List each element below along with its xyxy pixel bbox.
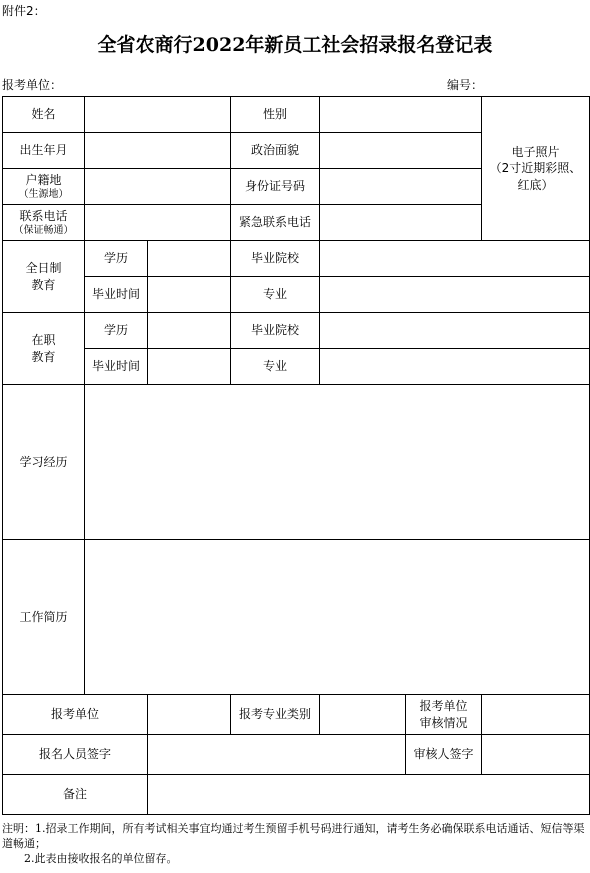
phone-field[interactable] xyxy=(85,205,231,241)
phone-main: 联系电话 xyxy=(19,208,68,223)
inservice-major-field[interactable] xyxy=(320,349,590,385)
serial-number-label: 编号： xyxy=(447,78,484,92)
political-field[interactable] xyxy=(320,133,482,169)
photo-line-3: 红底） xyxy=(517,177,554,192)
unit-review-field[interactable] xyxy=(482,695,590,735)
apply-category-field[interactable] xyxy=(320,695,406,735)
fulltime-gradtime-label: 毕业时间 xyxy=(85,277,148,313)
fulltime-school-label: 毕业院校 xyxy=(231,241,320,277)
inservice-gradtime-label: 毕业时间 xyxy=(85,349,148,385)
unit-review-label xyxy=(406,695,482,735)
gender-label: 性别 xyxy=(231,97,320,133)
id-card-label: 身份证号码 xyxy=(231,169,320,205)
fulltime-school-field[interactable] xyxy=(320,241,590,277)
applicant-signature-label: 报名人员签字 xyxy=(3,735,148,775)
hukou-main: 户籍地 xyxy=(25,172,62,187)
inservice-line-2: 教育 xyxy=(31,349,56,364)
photo-line-2: （2寸近期彩照、 xyxy=(489,161,582,176)
apply-unit-field[interactable] xyxy=(148,695,231,735)
inservice-gradtime-field[interactable] xyxy=(148,349,231,385)
apply-unit-label: 报考单位 xyxy=(3,695,148,735)
inservice-edu-label xyxy=(3,313,85,385)
name-field[interactable] xyxy=(85,97,231,133)
gender-field[interactable] xyxy=(320,97,482,133)
inservice-school-label: 毕业院校 xyxy=(231,313,320,349)
remarks-field[interactable] xyxy=(148,775,590,815)
name-label: 姓名 xyxy=(3,97,85,133)
note-1: 注明：1.招录工作期间，所有考试相关事宜均通过考生预留手机号码进行通知，请考生务必确保联系电话通话、短信等渠道畅通； xyxy=(2,822,585,850)
phone-sub: （保证畅通） xyxy=(13,224,74,236)
form-title: 全省农商行2022年新员工社会招录报名登记表 xyxy=(97,34,493,56)
apply-category-label: 报考专业类别 xyxy=(231,695,320,735)
work-history-label: 工作简历 xyxy=(3,540,85,695)
birth-field[interactable] xyxy=(85,133,231,169)
emergency-label: 紧急联系电话 xyxy=(231,205,320,241)
inservice-school-field[interactable] xyxy=(320,313,590,349)
hukou-sub: （生源地） xyxy=(18,188,69,200)
applicant-signature-field[interactable] xyxy=(148,735,406,775)
inservice-line-1: 在职 xyxy=(31,333,56,348)
study-history-label: 学习经历 xyxy=(3,385,85,540)
inservice-degree-label: 学历 xyxy=(85,313,148,349)
emergency-field[interactable] xyxy=(320,205,482,241)
fulltime-gradtime-field[interactable] xyxy=(148,277,231,313)
fulltime-major-label: 专业 xyxy=(231,277,320,313)
applicant-unit-label: 报考单位： xyxy=(2,78,63,92)
phone-label xyxy=(3,205,85,241)
reviewer-signature-field[interactable] xyxy=(482,735,590,775)
annex-label: 附件2： xyxy=(2,4,46,18)
unit-review-line-2: 审核情况 xyxy=(419,715,468,730)
work-history-field[interactable] xyxy=(85,540,590,695)
note-2: 2.此表由接收报名的单位留存。 xyxy=(24,852,178,865)
photo-line-1: 电子照片 xyxy=(511,145,560,160)
inservice-degree-field[interactable] xyxy=(148,313,231,349)
reviewer-signature-label: 审核人签字 xyxy=(406,735,482,775)
political-label: 政治面貌 xyxy=(231,133,320,169)
study-history-field[interactable] xyxy=(85,385,590,540)
remarks-label: 备注 xyxy=(3,775,148,815)
fulltime-line-2: 教育 xyxy=(31,277,56,292)
hukou-label xyxy=(3,169,85,205)
form-notes xyxy=(2,821,588,866)
hukou-field[interactable] xyxy=(85,169,231,205)
fulltime-edu-label xyxy=(3,241,85,313)
fulltime-degree-field[interactable] xyxy=(148,241,231,277)
fulltime-degree-label: 学历 xyxy=(85,241,148,277)
unit-review-line-1: 报考单位 xyxy=(419,699,468,714)
registration-form-table xyxy=(2,96,590,815)
photo-cell[interactable] xyxy=(482,97,590,241)
fulltime-line-1: 全日制 xyxy=(25,261,62,276)
birth-label: 出生年月 xyxy=(3,133,85,169)
fulltime-major-field[interactable] xyxy=(320,277,590,313)
inservice-major-label: 专业 xyxy=(231,349,320,385)
id-card-field[interactable] xyxy=(320,169,482,205)
